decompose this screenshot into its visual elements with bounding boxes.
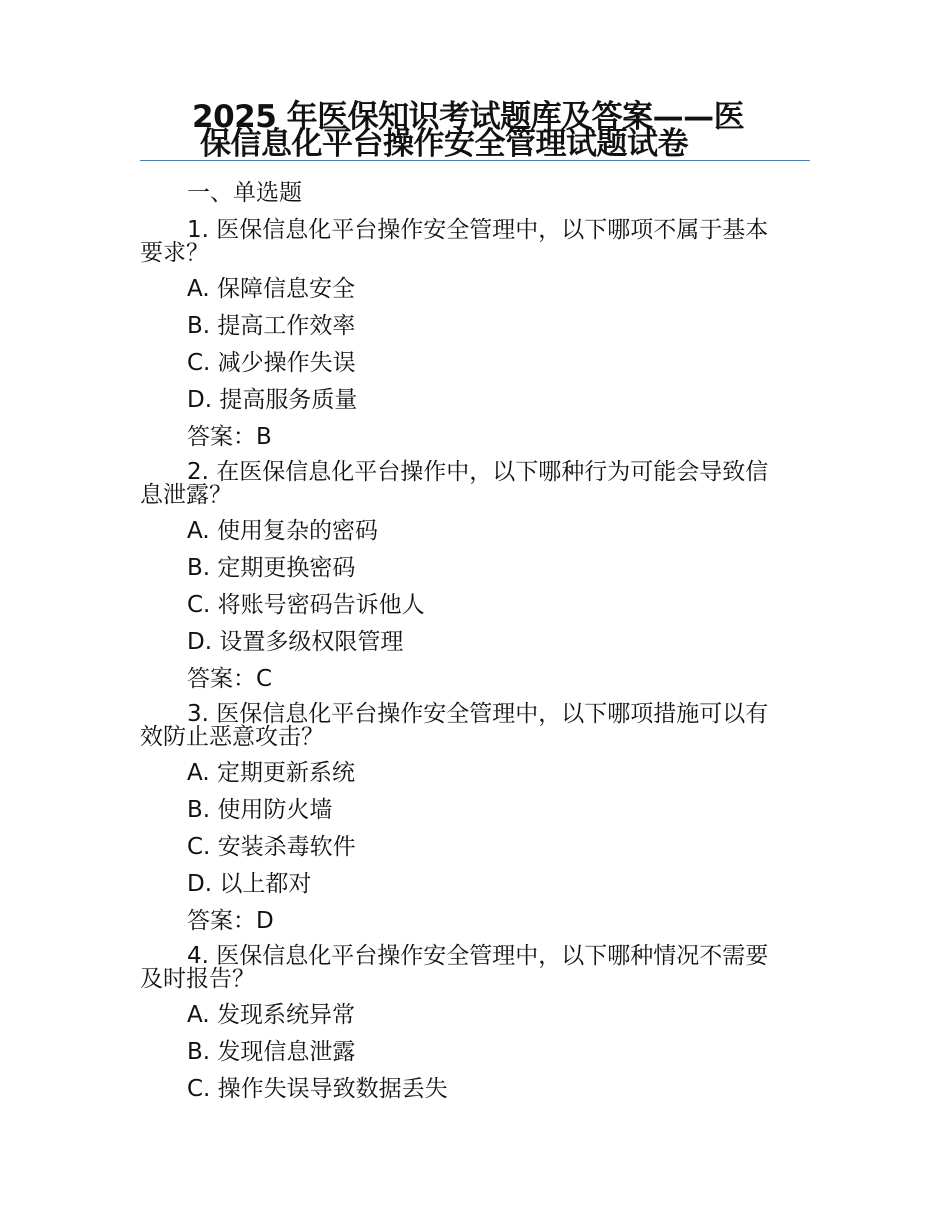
question-3-option-b: B. 使用防火墙 — [187, 797, 333, 823]
question-stem-line: 2. 在医保信息化平台操作中，以下哪种行为可能会导致信 — [187, 459, 769, 485]
question-1-option-d: D. 提高服务质量 — [187, 387, 358, 413]
question-1-option-a: A. 保障信息安全 — [187, 276, 355, 302]
question-stem-line: 3. 医保信息化平台操作安全管理中，以下哪项措施可以有 — [187, 701, 769, 727]
title-line-2: 保信息化平台操作安全管理试题试卷 — [200, 126, 688, 162]
question-2-option-c: C. 将账号密码告诉他人 — [187, 592, 425, 618]
question-1-option-b: B. 提高工作效率 — [187, 313, 356, 339]
question-stem-line: 要求？ — [140, 240, 209, 266]
question-1-answer: 答案：B — [187, 424, 272, 450]
question-3-option-c: C. 安装杀毒软件 — [187, 834, 356, 860]
question-2-option-b: B. 定期更换密码 — [187, 555, 356, 581]
question-stem-line: 1. 医保信息化平台操作安全管理中，以下哪项不属于基本 — [187, 217, 769, 243]
question-2-answer: 答案：C — [187, 666, 273, 692]
document-body — [140, 177, 812, 1108]
document-title — [140, 99, 810, 162]
question-1-option-c: C. 减少操作失误 — [187, 350, 356, 376]
question-3-option-a: A. 定期更新系统 — [187, 760, 355, 786]
question-stem-line: 息泄露？ — [140, 482, 232, 508]
question-stem-line: 4. 医保信息化平台操作安全管理中，以下哪种情况不需要 — [187, 943, 769, 969]
question-stem-line: 及时报告？ — [140, 966, 255, 992]
question-2-option-d: D. 设置多级权限管理 — [187, 629, 404, 655]
question-4-option-b: B. 发现信息泄露 — [187, 1039, 356, 1065]
question-2-stem — [140, 461, 812, 512]
question-4-stem — [140, 945, 812, 996]
question-3-answer: 答案：D — [187, 908, 274, 934]
section-heading: 一、单选题 — [187, 180, 302, 206]
question-4-option-c: C. 操作失误导致数据丢失 — [187, 1076, 448, 1102]
question-3-option-d: D. 以上都对 — [187, 871, 312, 897]
title-line-1: 2025 年医保知识考试题库及答案——医 — [192, 99, 745, 135]
question-3-stem — [140, 703, 812, 754]
question-2-option-a: A. 使用复杂的密码 — [187, 518, 378, 544]
question-1-stem — [140, 219, 812, 270]
question-4-option-a: A. 发现系统异常 — [187, 1002, 355, 1028]
question-stem-line: 效防止恶意攻击？ — [140, 724, 324, 750]
